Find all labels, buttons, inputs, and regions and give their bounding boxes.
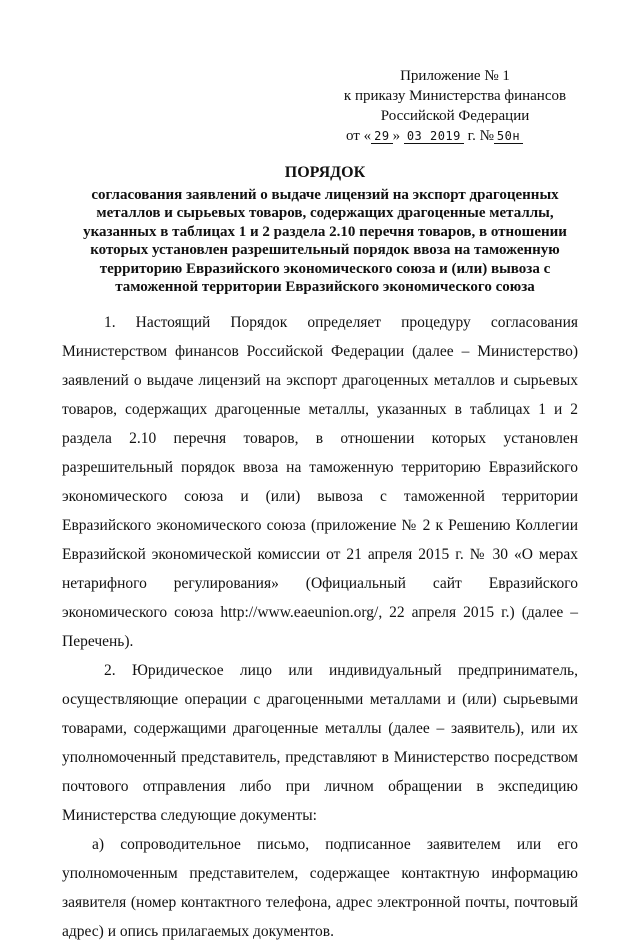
paragraph-2: 2. Юридическое лицо или индивидуальный предприниматель, осуществляющие операции с драгоценными металлами и (или) сырьевыми товарами, содержащими драгоценные металлы (далее – заявитель), или их уполномоченный представитель, представляют в Министерство посредством почтового отправления либо при личном обращении в экспедицию Министерства следующие документы: bbox=[62, 662, 578, 824]
title-subtitle: согласования заявлений о выдаче лицензий на экспорт драгоценных металлов и сырьевых товаров, содержащих драгоценные металлы, указанных в таблицах 1 и 2 раздела 2.10 перечня товаров, в отношении которых установлен разрешительный порядок ввоза на таможенную территорию Евразийского экономического союза и (или) вывоза с таможенной территории Евразийского экономического союза bbox=[83, 186, 567, 295]
appendix-line-1: Приложение № 1 bbox=[400, 68, 510, 84]
date-quote-close: » bbox=[392, 128, 401, 144]
date-prefix: от « bbox=[346, 128, 372, 144]
appendix-line-3: Российской Федерации bbox=[380, 108, 530, 124]
order-number: 50н bbox=[494, 129, 523, 144]
document-title bbox=[60, 164, 590, 297]
paragraph-1: 1. Настоящий Порядок определяет процедуру согласования Министерством финансов Российской Федерации (далее – Министерство) заявлений о выдаче лицензий на экспорт драгоценных металлов и сырьевых товаров, содержащих драгоценные металлы, указанных в таблицах 1 и 2 раздела 2.10 перечня товаров, в отношении которых установлен разрешительный порядок ввоза на таможенную территорию Евразийского экономического союза и (или) вывоза с таможенной территории Евразийского экономического союза (приложение № 2 к Решению Коллегии Евразийской экономической комиссии от 21 апреля 2015 г. № 30 «О мерах нетарифного регулирования» (Официальный сайт Евразийского экономического союза http://www.eaeunion.org/, 22 апреля 2015 г.) (далее – Перечень). bbox=[62, 314, 578, 650]
number-prefix: г. № bbox=[467, 128, 494, 144]
title-main: ПОРЯДОК bbox=[284, 164, 366, 181]
appendix-header bbox=[330, 66, 580, 146]
document-body bbox=[62, 308, 578, 946]
appendix-dateline bbox=[330, 126, 580, 146]
paragraph-2a: а) сопроводительное письмо, подписанное заявителем или его уполномоченным представителем, содержащее контактную информацию заявителя (номер контактного телефона, адрес электронной почты, почтовый адрес) и опись прилагаемых документов. bbox=[62, 836, 578, 940]
appendix-line-2: к приказу Министерства финансов bbox=[343, 88, 567, 104]
date-month-year: 03 2019 bbox=[404, 129, 464, 144]
date-day: 29 bbox=[371, 129, 392, 144]
